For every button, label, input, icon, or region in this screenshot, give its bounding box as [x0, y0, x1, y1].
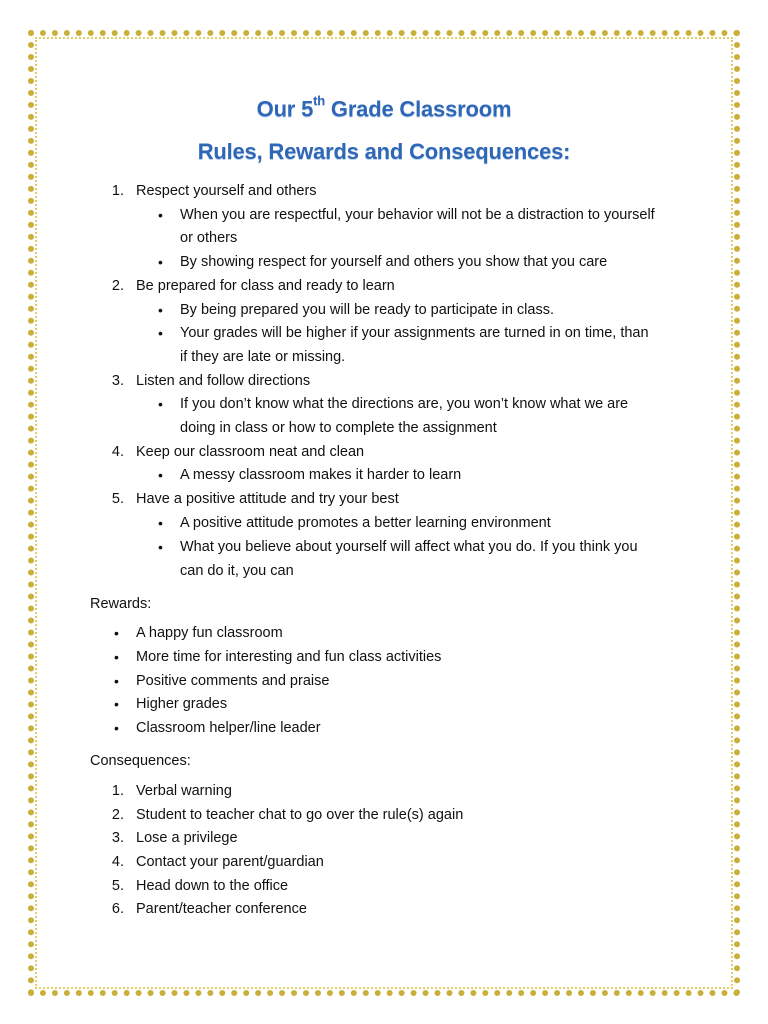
- consequences-heading: Consequences:: [90, 753, 191, 769]
- rule-detail: By showing respect for yourself and others you show that you care: [180, 254, 608, 270]
- rule-number: 3.: [111, 373, 124, 389]
- bullet-icon: •: [114, 673, 119, 689]
- reward-item: Positive comments and praise: [136, 673, 330, 689]
- bullet-icon: •: [158, 467, 163, 483]
- rule-detail: can do it, you can: [180, 563, 294, 579]
- rule-detail: A positive attitude promotes a better learning environment: [180, 515, 551, 531]
- rule-detail: or others: [180, 230, 238, 246]
- consequence-item: Lose a privilege: [136, 830, 238, 846]
- rule-heading: Have a positive attitude and try your best: [136, 491, 399, 507]
- rule-heading: Respect yourself and others: [136, 183, 317, 199]
- rule-detail: What you believe about yourself will affect what you do. If you think you: [180, 539, 638, 555]
- consequence-number: 5.: [111, 878, 124, 894]
- bullet-icon: •: [158, 539, 163, 555]
- consequence-item: Verbal warning: [136, 783, 232, 799]
- bullet-icon: •: [158, 254, 163, 270]
- consequence-item: Contact your parent/guardian: [136, 854, 324, 870]
- consequence-number: 3.: [111, 830, 124, 846]
- consequence-number: 4.: [111, 854, 124, 870]
- reward-item: Higher grades: [136, 696, 228, 712]
- bullet-icon: •: [158, 515, 163, 531]
- rule-heading: Listen and follow directions: [136, 373, 311, 389]
- rule-detail: A messy classroom makes it harder to learn: [180, 467, 462, 483]
- rule-heading: Be prepared for class and ready to learn: [136, 278, 395, 294]
- rule-detail: By being prepared you will be ready to participate in class.: [180, 302, 554, 318]
- bullet-icon: •: [158, 396, 163, 412]
- consequence-number: 1.: [111, 783, 124, 799]
- consequence-item: Student to teacher chat to go over the rule(s) again: [136, 807, 464, 823]
- rule-number: 2.: [111, 278, 124, 294]
- rule-detail: If you don’t know what the directions are, you won’t know what we are: [180, 396, 629, 412]
- rule-detail: if they are late or missing.: [180, 349, 346, 365]
- rule-number: 1.: [111, 183, 124, 199]
- consequence-item: Parent/teacher conference: [136, 901, 307, 917]
- bullet-icon: •: [158, 207, 163, 223]
- bullet-icon: •: [114, 625, 119, 641]
- bullet-icon: •: [114, 649, 119, 665]
- reward-item: Classroom helper/line leader: [136, 720, 321, 736]
- rule-number: 5.: [111, 491, 124, 507]
- reward-item: A happy fun classroom: [136, 625, 283, 641]
- bullet-icon: •: [158, 325, 163, 341]
- page-title: Our 5th Grade Classroom: [256, 93, 512, 122]
- consequence-item: Head down to the office: [136, 878, 289, 894]
- bullet-icon: •: [114, 696, 119, 712]
- page-subtitle: Rules, Rewards and Consequences:: [197, 139, 571, 164]
- rule-number: 4.: [111, 444, 124, 460]
- bullet-icon: •: [158, 302, 163, 318]
- rule-heading: Keep our classroom neat and clean: [136, 444, 365, 460]
- consequence-number: 6.: [111, 901, 124, 917]
- rule-detail: When you are respectful, your behavior will not be a distraction to yourself: [180, 207, 655, 223]
- rule-detail: Your grades will be higher if your assignments are turned in on time, than: [180, 325, 649, 341]
- consequence-number: 2.: [111, 807, 124, 823]
- rule-detail: doing in class or how to complete the assignment: [180, 420, 497, 436]
- bullet-icon: •: [114, 720, 119, 736]
- rewards-heading: Rewards:: [90, 596, 152, 612]
- reward-item: More time for interesting and fun class activities: [136, 649, 442, 665]
